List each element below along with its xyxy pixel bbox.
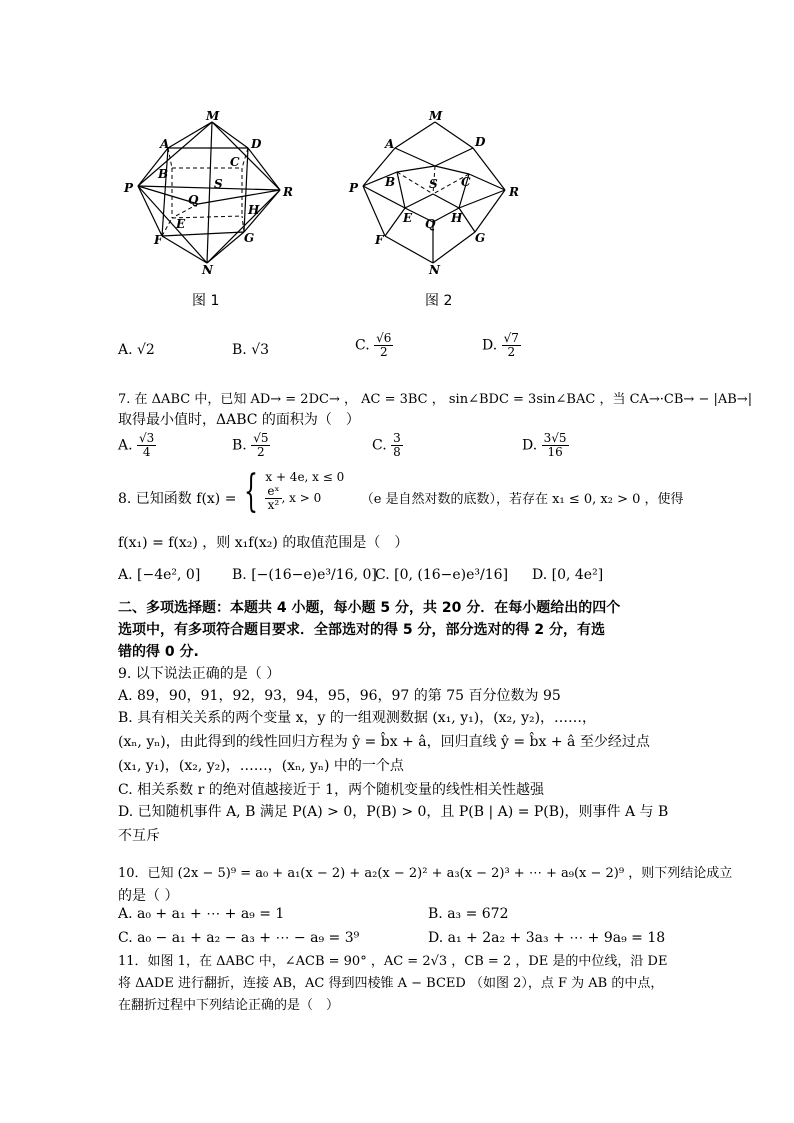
- q8-prefix: 8. 已知函数 f(x) =: [118, 491, 237, 507]
- q7-a-prefix: A.: [118, 437, 133, 454]
- q6-option-a[interactable]: A. √2: [118, 342, 155, 358]
- section2-heading-line1: 二、多项选择题：本题共 4 小题，每小题 5 分，共 20 分．在每小题给出的四个: [118, 600, 621, 616]
- q10-stem-line1: 10．已知 (2x − 5)⁹ = a₀ + a₁(x − 2) + a₂(x − 2)² + a₃(x − 2)³ + ⋯ + a₉(x − 2)⁹ ，则下列结论成立: [118, 866, 733, 881]
- q10-option-c[interactable]: C. a₀ − a₁ + a₂ − a₃ + ⋯ − a₉ = 3⁹: [118, 930, 360, 946]
- svg-text:N: N: [429, 263, 440, 277]
- q6-option-b[interactable]: B. √3: [232, 342, 270, 358]
- q8-case2-den: x²: [267, 498, 280, 512]
- q7-c-prefix: C.: [372, 437, 387, 454]
- svg-text:B: B: [158, 167, 169, 181]
- svg-text:C: C: [461, 175, 471, 189]
- q9-option-c[interactable]: C. 相关系数 r 的绝对值越接近于 1，两个随机变量的线性相关性越强: [118, 782, 545, 798]
- q7-a-fraction: [137, 432, 156, 459]
- q7-option-a[interactable]: [118, 432, 156, 459]
- svg-text:A: A: [385, 137, 395, 151]
- q7-b-den: 2: [257, 445, 265, 459]
- svg-text:P: P: [124, 181, 134, 195]
- q7-b-num: √5: [253, 431, 269, 445]
- svg-text:S: S: [429, 177, 438, 191]
- q8-stem-line1: [118, 466, 684, 528]
- svg-text:R: R: [283, 185, 293, 199]
- q7-b-fraction: [251, 432, 270, 459]
- q8-stem-line2: f(x₁) = f(x₂) ，则 x₁f(x₂) 的取值范围是（ ）: [118, 535, 409, 551]
- svg-text:E: E: [176, 217, 186, 231]
- section2-heading-line3: 错的得 0 分.: [118, 644, 199, 660]
- q7-b-prefix: B.: [232, 437, 247, 454]
- svg-text:G: G: [244, 231, 255, 245]
- svg-text:M: M: [206, 109, 220, 123]
- svg-text:F: F: [375, 233, 384, 247]
- q7-c-num: 3: [393, 431, 401, 445]
- figure-1: [120, 108, 300, 309]
- q11-stem-line2: 将 ΔADE 进行翻折，连接 AB，AC 得到四棱锥 A − BCED （如图 2），点 F 为 AB 的中点，: [118, 976, 664, 991]
- q7-d-prefix: D.: [522, 437, 538, 454]
- q6-d-fraction: [502, 332, 521, 359]
- section2-heading-line2: 选项中，有多项符合题目要求．全部选对的得 5 分，部分选对的得 2 分，有选: [118, 622, 605, 638]
- q7-a-num: √3: [139, 431, 155, 445]
- q9-option-d-line1[interactable]: D. 已知随机事件 A, B 满足 P(A) > 0，P(B) > 0，且 P(B | A) = P(B)，则事件 A 与 B: [118, 804, 669, 820]
- q9-option-b-line3: (x₁, y₁)，(x₂, y₂)，……，(xₙ, yₙ) 中的一个点: [118, 758, 404, 774]
- q6-c-fraction: [374, 332, 393, 359]
- q6-c-den: 2: [379, 345, 388, 359]
- svg-text:R: R: [509, 185, 519, 199]
- svg-text:H: H: [248, 203, 260, 217]
- q9-option-a[interactable]: A. 89，90，91，92，93，94，95，96，97 的第 75 百分位数为 95: [118, 688, 561, 704]
- svg-text:M: M: [429, 109, 443, 123]
- q7-option-b[interactable]: [232, 432, 270, 459]
- q11-stem-line1: 11．如图 1，在 ΔABC 中，∠ACB = 90° ，AC = 2√3 ，CB = 2 ，DE 是的中位线，沿 DE: [118, 954, 668, 969]
- q7-a-den: 4: [142, 445, 151, 459]
- figure-2-caption: 图 2: [425, 293, 453, 309]
- q6-d-den: 2: [507, 345, 516, 359]
- q7-option-c[interactable]: [372, 432, 403, 459]
- q6-d-prefix: D.: [482, 337, 498, 354]
- q10-option-d[interactable]: D. a₁ + 2a₂ + 3a₃ + ⋯ + 9a₉ = 18: [428, 930, 666, 946]
- svg-text:Q: Q: [425, 217, 436, 231]
- q8-option-c[interactable]: C. [0, (16−e)e³/16]: [375, 567, 509, 583]
- q7-d-fraction: [542, 432, 569, 459]
- q6-option-c[interactable]: [355, 332, 393, 359]
- svg-text:H: H: [451, 211, 463, 225]
- svg-text:A: A: [160, 137, 170, 151]
- svg-text:B: B: [385, 175, 396, 189]
- q8-brace: {: [243, 466, 258, 517]
- q7-d-den: 16: [547, 445, 563, 459]
- figure-1-diagram: [120, 108, 300, 278]
- q9-option-d-line2: 不互斥: [118, 828, 160, 844]
- q11-stem-line3: 在翻折过程中下列结论正确的是（ ）: [118, 998, 340, 1013]
- q7-stem-line2: 取得最小值时，ΔABC 的面积为（ ）: [118, 412, 360, 428]
- svg-text:F: F: [154, 233, 163, 247]
- q6-c-prefix: C.: [355, 337, 370, 354]
- q7-c-fraction: [391, 432, 403, 459]
- figure-2-diagram: [345, 108, 525, 278]
- figure-1-caption: 图 1: [192, 293, 220, 309]
- q6-option-d[interactable]: [482, 332, 521, 359]
- q9-option-b-line2: (xₙ, yₙ)，由此得到的线性回归方程为 ŷ = b̂x + â，回归直线 ŷ = b̂x + â 至少经过点: [118, 734, 650, 750]
- q9-stem: 9. 以下说法正确的是（ ）: [118, 666, 281, 682]
- svg-text:Q: Q: [188, 193, 199, 207]
- q8-case2-fraction: [265, 485, 281, 512]
- q6-c-num: √6: [376, 331, 392, 345]
- svg-text:D: D: [251, 137, 262, 151]
- q10-option-a[interactable]: A. a₀ + a₁ + ⋯ + a₉ = 1: [118, 906, 285, 922]
- q10-option-b[interactable]: B. a₃ = 672: [428, 906, 509, 922]
- q8-option-b[interactable]: B. [−(16−e)e³/16, 0]: [232, 567, 377, 583]
- q9-option-b-line1[interactable]: B. 具有相关关系的两个变量 x，y 的一组观测数据 (x₁, y₁)，(x₂, y₂)，……，: [118, 710, 597, 726]
- q8-case2: [265, 485, 344, 512]
- q8-cases: [265, 470, 344, 512]
- svg-text:C: C: [230, 155, 240, 169]
- q10-stem-line2: 的是（ ）: [118, 888, 179, 904]
- q7-d-num: 3√5: [543, 431, 567, 445]
- svg-text:P: P: [349, 181, 359, 195]
- q8-case2-tail: , x > 0: [281, 491, 322, 505]
- q7-stem-line1: 7. 在 ΔABC 中，已知 AD→ = 2DC→ ， AC = 3BC ， sin∠BDC = 3sin∠BAC ，当 CA→·CB→ − |AB→|: [118, 392, 753, 407]
- svg-text:G: G: [475, 231, 486, 245]
- q8-option-a[interactable]: A. [−4e², 0]: [118, 567, 201, 583]
- q8-case2-num: eˣ: [267, 484, 280, 498]
- svg-text:S: S: [214, 177, 223, 191]
- svg-text:N: N: [202, 263, 213, 277]
- q8-suffix: （e 是自然对数的底数），若存在 x₁ ≤ 0, x₂ > 0 ，使得: [360, 492, 684, 507]
- svg-text:D: D: [475, 135, 486, 149]
- q8-option-d[interactable]: D. [0, 4e²]: [532, 567, 604, 583]
- q7-option-d[interactable]: [522, 432, 569, 459]
- figure-2: [345, 108, 525, 309]
- q7-c-den: 8: [393, 445, 401, 459]
- q6-d-num: √7: [503, 331, 519, 345]
- q8-case1: x + 4e, x ≤ 0: [265, 470, 345, 484]
- svg-text:E: E: [403, 211, 413, 225]
